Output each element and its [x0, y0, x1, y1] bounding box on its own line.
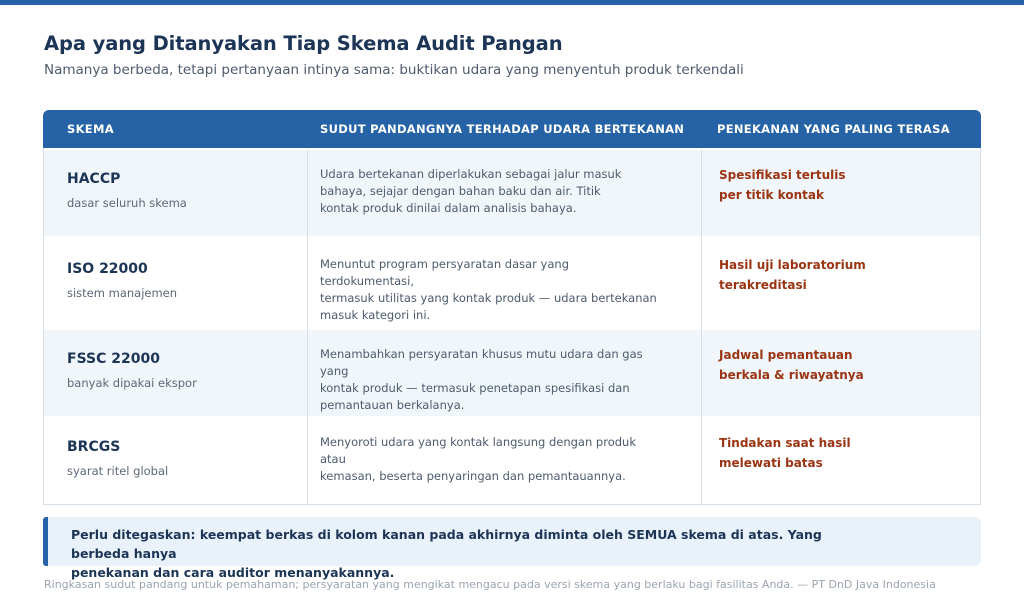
table-header	[43, 110, 981, 148]
scheme-subtitle: dasar seluruh skema	[67, 196, 187, 210]
callout-accent-bar	[43, 517, 48, 566]
column-divider	[307, 236, 308, 330]
column-divider	[701, 236, 702, 330]
scheme-description: Menambahkan persyaratan khusus mutu udara dan gas yang kontak produk — termasuk penetapan spesifikasi dan pemantauan berkalanya.	[320, 347, 643, 412]
scheme-name: HACCP	[67, 171, 121, 187]
scheme-description: Menyoroti udara yang kontak langsung dengan produk atau kemasan, beserta penyaringan dan pemantauannya.	[320, 435, 636, 483]
scheme-subtitle: banyak dipakai ekspor	[67, 376, 197, 390]
column-divider	[701, 150, 702, 236]
column-divider	[701, 416, 702, 504]
column-divider	[307, 416, 308, 504]
page-subtitle: Namanya berbeda, tetapi pertanyaan intinya sama: buktikan udara yang menyentuh produk terkendali	[44, 62, 744, 78]
footer-disclaimer: Ringkasan sudut pandang untuk pemahaman; persyaratan yang mengikat mengacu pada versi skema yang berlaku bagi fasilitas Anda. — PT DnD Java Indonesia	[44, 578, 936, 591]
scheme-emphasis: Jadwal pemantauan berkala & riwayatnya	[719, 348, 864, 382]
callout-note	[43, 517, 981, 580]
scheme-subtitle: syarat ritel global	[67, 464, 169, 478]
column-divider	[701, 330, 702, 416]
scheme-name: BRCGS	[67, 439, 121, 455]
callout-text: Perlu ditegaskan: keempat berkas di kolom kanan pada akhirnya diminta oleh SEMUA skema di atas. Yang berbeda hanya penekanan dan cara auditor menanyakannya.	[71, 527, 822, 580]
column-header-scheme: SKEMA	[67, 122, 114, 136]
scheme-name: FSSC 22000	[67, 351, 160, 367]
scheme-name: ISO 22000	[67, 261, 148, 277]
column-header-emphasis: PENEKANAN YANG PALING TERASA	[717, 122, 950, 136]
column-divider	[307, 330, 308, 416]
table-row	[44, 330, 980, 416]
page-title: Apa yang Ditanyakan Tiap Skema Audit Pangan	[44, 32, 563, 55]
scheme-subtitle: sistem manajemen	[67, 286, 178, 300]
scheme-emphasis: Tindakan saat hasil melewati batas	[719, 436, 851, 470]
scheme-table	[43, 110, 981, 505]
table-row	[44, 150, 980, 236]
scheme-description: Menuntut program persyaratan dasar yang terdokumentasi, termasuk utilitas yang kontak produk — udara bertekanan masuk kategori ini.	[320, 257, 657, 322]
column-divider	[307, 150, 308, 236]
table-row	[44, 236, 980, 330]
top-accent-bar	[0, 0, 1024, 5]
column-header-perspective: SUDUT PANDANGNYA TERHADAP UDARA BERTEKANAN	[320, 122, 685, 136]
scheme-description: Udara bertekanan diperlakukan sebagai jalur masuk bahaya, sejajar dengan bahan baku dan air. Titik kontak produk dinilai dalam analisis bahaya.	[320, 167, 622, 215]
scheme-emphasis: Spesifikasi tertulis per titik kontak	[719, 168, 846, 202]
scheme-emphasis: Hasil uji laboratorium terakreditasi	[719, 258, 866, 292]
table-row	[44, 416, 980, 504]
